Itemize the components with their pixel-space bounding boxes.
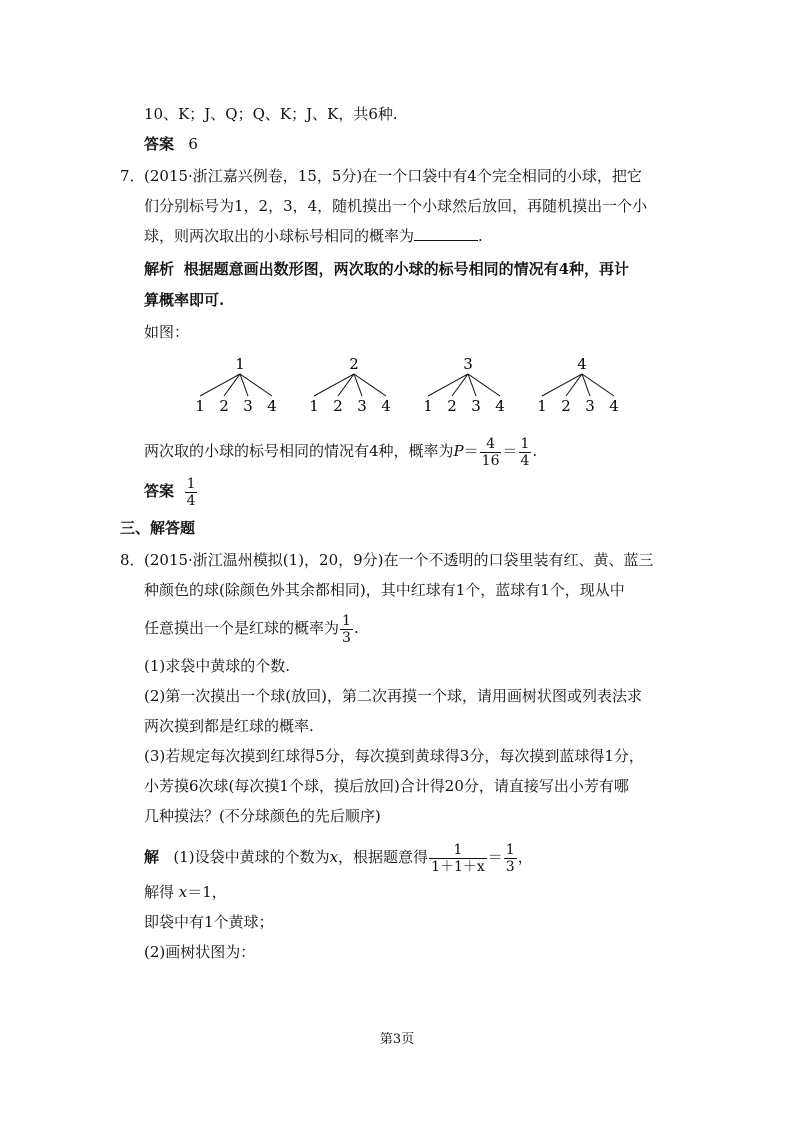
numerator: 1: [520, 435, 530, 452]
solution-text: (1)设袋中黄球的个数为: [173, 848, 330, 866]
tree-branch: [582, 374, 614, 396]
denominator: 3: [505, 858, 515, 875]
answer-line: [144, 134, 198, 154]
figure-caption: 如图：: [144, 323, 190, 341]
variable: P: [453, 442, 464, 460]
tree-leaf-label: 1: [423, 397, 433, 415]
tree-leaf-label: 2: [447, 397, 457, 415]
question-number: 8．: [120, 551, 145, 569]
fraction: [185, 476, 198, 509]
text-line: 10、K；J、Q；Q、K；J、K，共6种.: [144, 105, 398, 123]
tree-leaf-label: 2: [219, 397, 229, 415]
tree-leaf-label: 2: [561, 397, 571, 415]
denominator: 3: [342, 629, 351, 646]
denominator: 4: [520, 452, 530, 469]
fraction: [480, 436, 502, 469]
punctuation: .: [353, 619, 359, 637]
analysis-label: 解析: [144, 260, 175, 278]
fraction: [429, 842, 487, 875]
solution-line: [144, 836, 533, 878]
numerator: 1: [505, 841, 515, 858]
analysis-line: [144, 259, 629, 279]
tree-leaf-label: 3: [585, 397, 595, 415]
tree-branch: [240, 374, 272, 396]
solution-label: 解: [144, 848, 160, 866]
tree-branch: [200, 374, 240, 396]
solution-text: ，根据题意得: [338, 848, 429, 866]
question-text-part: 任意摸出一个是红球的概率为: [144, 619, 340, 637]
solution-text: 解得: [144, 883, 175, 901]
fraction: [519, 436, 532, 469]
answer-label: 答案: [144, 135, 175, 153]
question-text: [144, 608, 359, 648]
subquestion: (3)若规定每次摸到红球得5分，每次摸到黄球得3分，每次摸到蓝球得1分，: [144, 747, 644, 765]
equals: ＝: [463, 442, 479, 460]
question-text: (2015·浙江温州模拟(1)，20，9分)在一个不透明的口袋里装有红、黄、蓝三: [144, 551, 654, 569]
question-text: 种颜色的球(除颜色外其余都相同)，其中红球有1个，蓝球有1个，现从中: [144, 581, 625, 599]
fraction: [340, 613, 353, 646]
subquestion: 几种摸法？(不分球颜色的先后顺序): [144, 807, 381, 825]
tree-branch: [314, 374, 354, 396]
tree-leaf-label: 3: [357, 397, 367, 415]
punctuation: .: [532, 442, 538, 460]
punctuation: .: [478, 227, 483, 245]
tree-branch: [338, 374, 354, 396]
solution-line: 即袋中有1个黄球；: [144, 913, 274, 931]
denominator: 4: [186, 492, 196, 509]
question-text: (2015·浙江嘉兴例卷，15，5分)在一个口袋中有4个完全相同的小球，把它: [144, 167, 642, 185]
tree-root-label: 1: [235, 355, 245, 373]
tree-leaf-label: 1: [537, 397, 547, 415]
tree-leaf-label: 4: [381, 397, 391, 415]
answer-line: [144, 472, 198, 510]
tree-branch: [542, 374, 582, 396]
denominator: 16: [481, 452, 500, 469]
answer-value: 6: [188, 135, 198, 153]
subquestion: 小芳摸6次球(每次摸1个球，摸后放回)合计得20分，请直接写出小芳有哪: [144, 777, 629, 795]
tree-branch: [428, 374, 468, 396]
numerator: 1: [453, 841, 463, 858]
question-text-part: 球，则两次取出的小球标号相同的概率为: [144, 227, 415, 245]
tree-leaf-label: 4: [267, 397, 277, 415]
subquestion: (1)求袋中黄球的个数.: [144, 657, 291, 675]
equals: ＝: [502, 442, 518, 460]
tree-branch: [224, 374, 240, 396]
numerator: 1: [186, 475, 196, 492]
tree-leaf-label: 2: [333, 397, 343, 415]
answer-label: 答案: [144, 482, 175, 500]
question-text: [144, 226, 483, 246]
tree-diagram: [190, 355, 630, 419]
question-number: 7．: [120, 167, 145, 185]
tree-branch: [452, 374, 468, 396]
variable: x: [178, 883, 188, 901]
analysis-text: 算概率即可.: [144, 291, 225, 309]
tree-root-label: 4: [577, 355, 587, 373]
solution-line: [144, 882, 227, 902]
numerator: 1: [342, 612, 351, 629]
solution-text: ＝1，: [187, 883, 227, 901]
question-text: 们分别标号为1，2，3，4，随机摸出一个小球然后放回，再随机摸出一个小: [144, 197, 648, 215]
text: 两次取的小球的标号相同的情况有4种，概率为: [144, 442, 454, 460]
tree-root-label: 3: [463, 355, 473, 373]
analysis-text: 根据题意画出数形图，两次取的小球的标号相同的情况有4种，再计: [183, 260, 630, 278]
probability-line: [144, 432, 537, 470]
subquestion: 两次摸到都是红球的概率.: [144, 717, 314, 735]
tree-leaf-label: 1: [309, 397, 319, 415]
subquestion: (2)第一次摸出一个球(放回)，第二次再摸一个球，请用画树状图或列表法求: [144, 687, 642, 705]
variable: x: [329, 848, 339, 866]
tree-leaf-label: 4: [495, 397, 505, 415]
equals: ＝: [487, 848, 503, 866]
tree-leaf-label: 1: [195, 397, 205, 415]
answer-blank: [414, 226, 478, 241]
tree-leaf-label: 3: [243, 397, 253, 415]
tree-leaf-label: 4: [609, 397, 619, 415]
punctuation: ，: [517, 848, 533, 866]
numerator: 4: [486, 435, 496, 452]
tree-branch: [468, 374, 500, 396]
tree-branch: [566, 374, 582, 396]
page-number: 第3页: [379, 1032, 415, 1047]
solution-line: (2)画树状图为：: [144, 943, 256, 961]
fraction: [504, 842, 517, 875]
tree-branch: [354, 374, 386, 396]
tree-leaf-label: 3: [471, 397, 481, 415]
section-heading: 三、解答题: [120, 519, 196, 537]
tree-root-label: 2: [349, 355, 359, 373]
denominator: 1＋1＋x: [431, 858, 485, 875]
